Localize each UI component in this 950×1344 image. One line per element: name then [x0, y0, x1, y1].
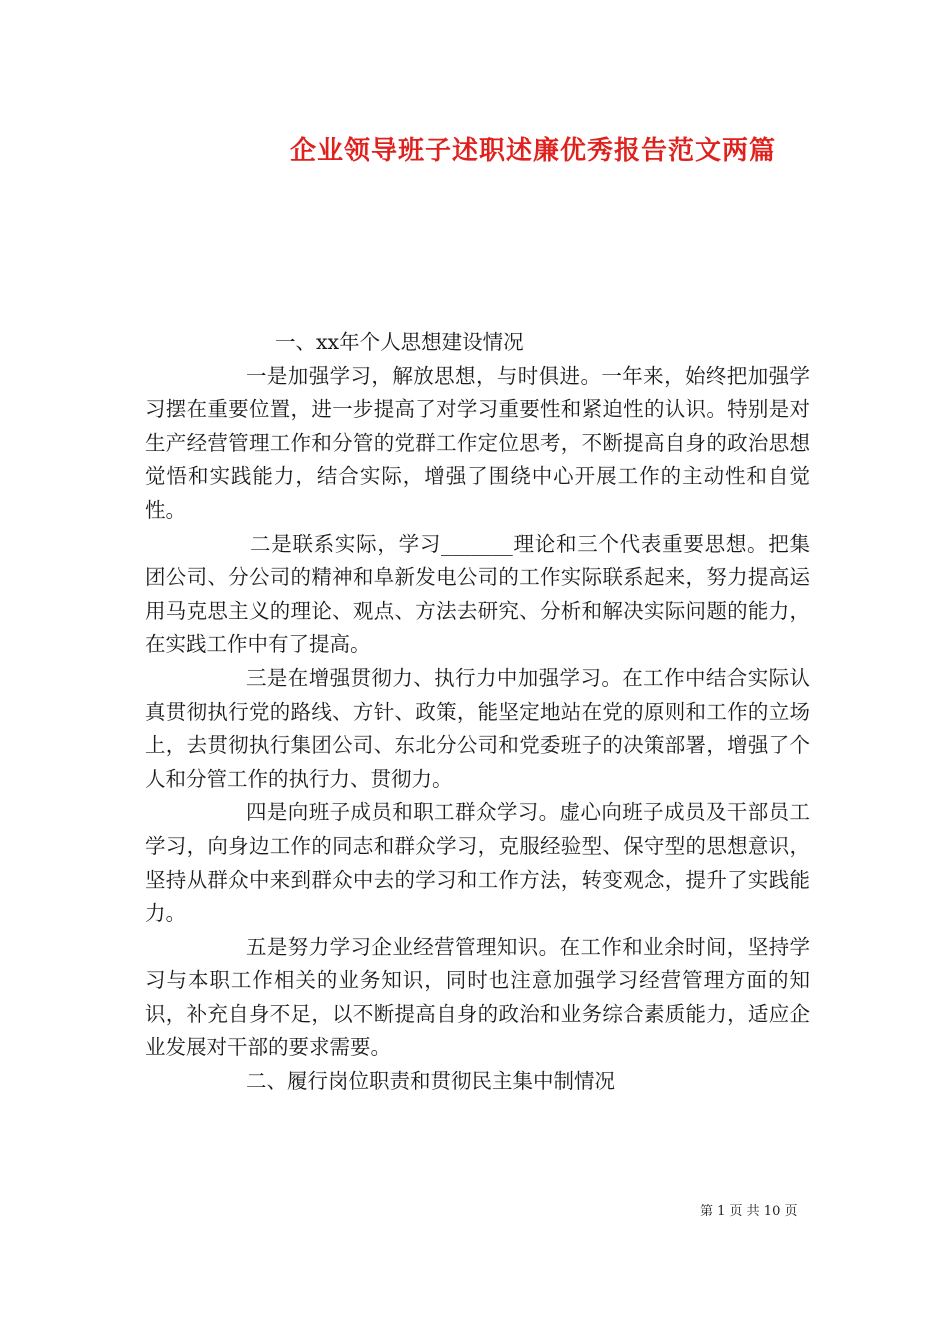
document-body	[145, 326, 810, 1099]
section-heading-2: 二、履行岗位职责和贯彻民主集中制情况	[246, 1069, 615, 1094]
page-number-footer: 第 1 页 共 10 页	[700, 1204, 798, 1219]
document-title: 企业领导班子述职述廉优秀报告范文两篇	[290, 136, 777, 166]
paragraph-2: 二是联系实际，学习_______理论和三个代表重要思想。把集团公司、分公司的精神和阜新发电公司的工作实际联系起来，努力提高运用马克思主义的理论、观点、方法去研究、分析和解决实际问题的能力，在实践工作中有了提高。	[145, 531, 810, 657]
paragraph-4: 四是向班子成员和职工群众学习。虚心向班子成员及干部员工学习，向身边工作的同志和群众学习，克服经验型、保守型的思想意识，坚持从群众中来到群众中去的学习和工作方法，转变观念，提升了实践能力。	[145, 800, 810, 926]
paragraph-1: 一是加强学习，解放思想，与时俱进。一年来，始终把加强学习摆在重要位置，进一步提高了对学习重要性和紧迫性的认识。特别是对生产经营管理工作和分管的党群工作定位思考，不断提高自身的政治思想觉悟和实践能力，结合实际，增强了围绕中心开展工作的主动性和自觉性。	[145, 363, 810, 522]
paragraph-3: 三是在增强贯彻力、执行力中加强学习。在工作中结合实际认真贯彻执行党的路线、方针、政策，能坚定地站在党的原则和工作的立场上，去贯彻执行集团公司、东北分公司和党委班子的决策部署，增强了个人和分管工作的执行力、贯彻力。	[145, 665, 810, 791]
paragraph-5: 五是努力学习企业经营管理知识。在工作和业余时间，坚持学习与本职工作相关的业务知识，同时也注意加强学习经营管理方面的知识，补充自身不足，以不断提高自身的政治和业务综合素质能力，适应企业发展对干部的要求需要。	[145, 934, 810, 1060]
section-heading-1: 一、xx年个人思想建设情况	[275, 330, 524, 354]
